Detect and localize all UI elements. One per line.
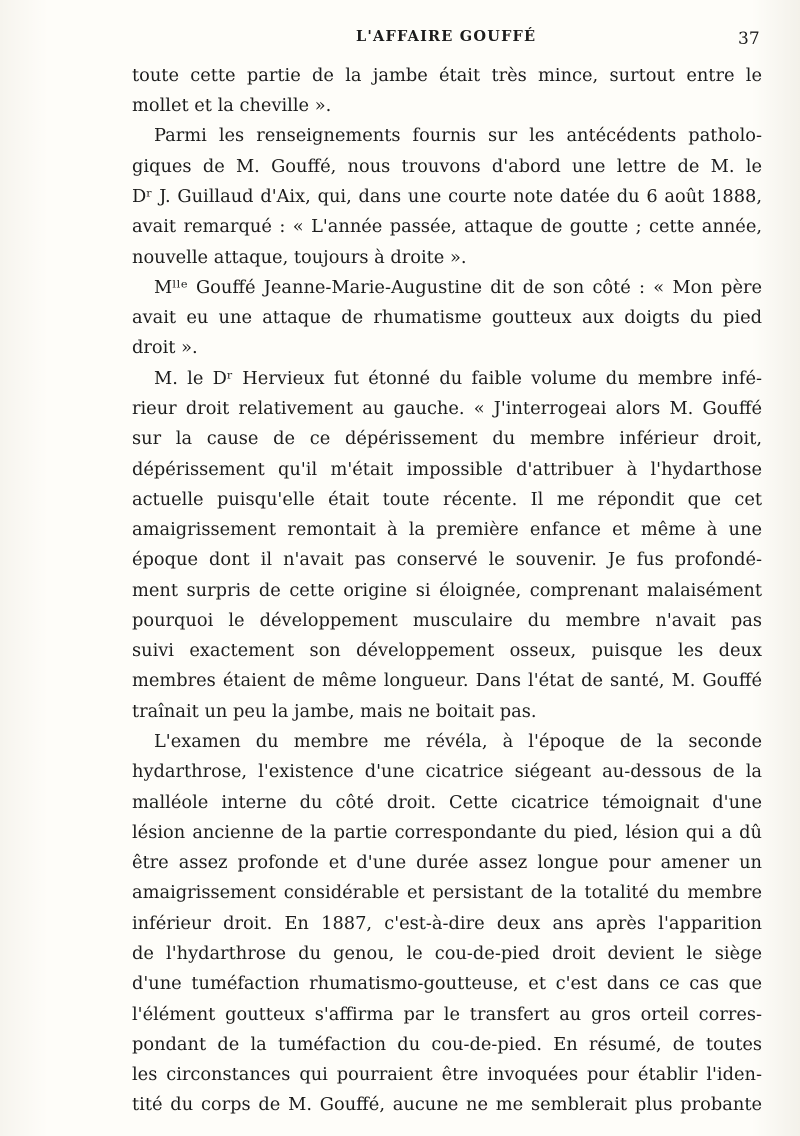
- text-line: lésion ancienne de la partie correspondante du pied, lésion qui a dû: [132, 822, 762, 843]
- text-line: Mˡˡᵉ Gouffé Jeanne-Marie-Augustine dit de son côté : « Mon père: [154, 277, 762, 298]
- text-line: ment surpris de cette origine si éloignée, comprenant malaisément: [132, 580, 762, 601]
- text-line: Dʳ J. Guillaud d'Aix, qui, dans une courte note datée du 6 août 1888,: [132, 186, 762, 207]
- text-line: Parmi les renseignements fournis sur les antécédents patholo-: [154, 125, 762, 146]
- text-line: actuelle puisqu'elle était toute récente. Il me répondit que cet: [132, 489, 762, 510]
- page-number: 37: [738, 29, 760, 49]
- text-line: rieur droit relativement au gauche. « J'interrogeai alors M. Gouffé: [132, 398, 762, 419]
- text-line: suivi exactement son développement osseux, puisque les deux: [132, 640, 762, 661]
- text-line: avait remarqué : « L'année passée, attaque de goutte ; cette année,: [132, 216, 762, 237]
- text-line: époque dont il n'avait pas conservé le souvenir. Je fus profondé-: [132, 549, 762, 570]
- text-line: traînait un peu la jambe, mais ne boitait pas.: [132, 701, 537, 722]
- text-line: membres étaient de même longueur. Dans l'état de santé, M. Gouffé: [132, 670, 762, 691]
- text-line: mollet et la cheville ».: [132, 95, 332, 116]
- text-line: dépérissement qu'il m'était impossible d'attribuer à l'hydarthose: [132, 459, 762, 480]
- text-line: sur la cause de ce dépérissement du membre inférieur droit,: [132, 428, 762, 449]
- text-line: pondant de la tuméfaction du cou-de-pied. En résumé, de toutes: [132, 1034, 762, 1055]
- text-line: nouvelle attaque, toujours à droite ».: [132, 247, 467, 268]
- running-title: L'AFFAIRE GOUFFÉ: [356, 28, 537, 45]
- text-line: l'élément goutteux s'affirma par le transfert au gros orteil corres-: [132, 1004, 762, 1025]
- text-line: d'une tuméfaction rhumatismo-goutteuse, et c'est dans ce cas que: [132, 973, 762, 994]
- text-line: les circonstances qui pourraient être invoquées pour établir l'iden-: [132, 1064, 762, 1085]
- text-line: droit ».: [132, 337, 198, 358]
- text-line: toute cette partie de la jambe était très mince, surtout entre le: [132, 65, 762, 86]
- text-line: amaigrissement remontait à la première enfance et même à une: [132, 519, 762, 540]
- text-line: M. le Dʳ Hervieux fut étonné du faible volume du membre infé-: [154, 368, 762, 389]
- text-line: L'examen du membre me révéla, à l'époque de la seconde: [154, 731, 762, 752]
- text-line: inférieur droit. En 1887, c'est-à-dire deux ans après l'apparition: [132, 913, 762, 934]
- text-line: être assez profonde et d'une durée assez longue pour amener un: [132, 852, 762, 873]
- text-line: de l'hydarthrose du genou, le cou-de-pied droit devient le siège: [132, 943, 762, 964]
- running-head: [0, 28, 800, 52]
- text-line: pourquoi le développement musculaire du membre n'avait pas: [132, 610, 762, 631]
- text-line: malléole interne du côté droit. Cette cicatrice témoignait d'une: [132, 792, 762, 813]
- text-line: amaigrissement considérable et persistant de la totalité du membre: [132, 882, 762, 903]
- text-line: hydarthrose, l'existence d'une cicatrice siégeant au-dessous de la: [132, 761, 762, 782]
- text-line: tité du corps de M. Gouffé, aucune ne me semblerait plus probante: [132, 1094, 762, 1115]
- text-line: avait eu une attaque de rhumatisme goutteux aux doigts du pied: [132, 307, 762, 328]
- text-line: giques de M. Gouffé, nous trouvons d'abord une lettre de M. le: [132, 156, 762, 177]
